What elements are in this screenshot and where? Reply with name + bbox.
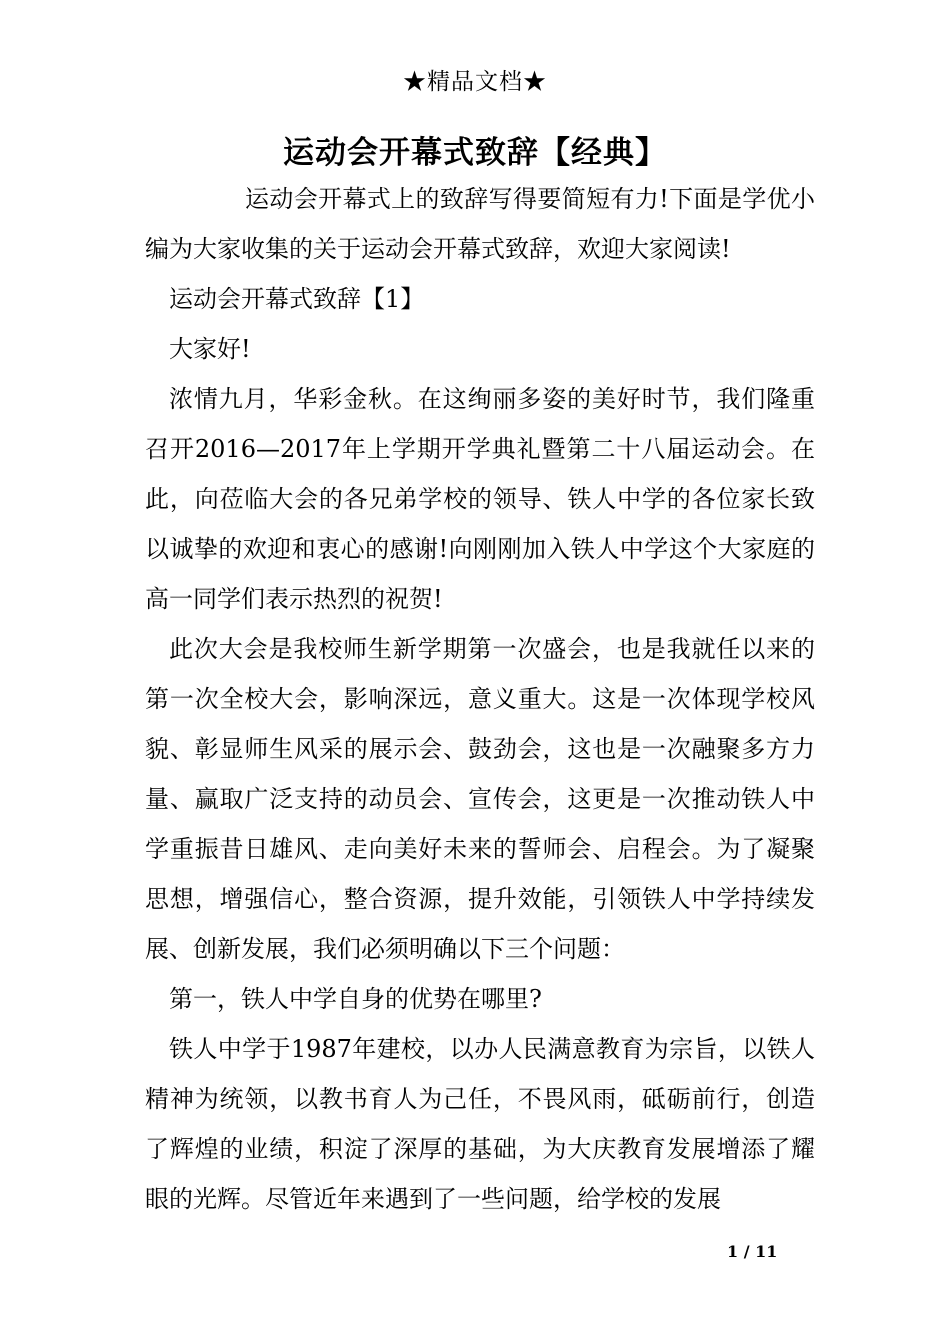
section-heading: 运动会开幕式致辞【1】 [169, 285, 425, 313]
document-title: 运动会开幕式致辞【经典】 [283, 135, 667, 171]
header-mark: ★精品文档★ [403, 69, 547, 95]
greeting-paragraph: 大家好! [169, 335, 251, 363]
body-paragraph: 浓情九月，华彩金秋。在这绚丽多姿的美好时节，我们隆重召开2016—2017年上学期开学典礼暨第二十八届运动会。在此，向莅临大会的各兄弟学校的领导、铁人中学的各位家长致以诚挚的欢迎和衷心的感谢!向刚刚加入铁人中学这个大家庭的高一同学们表示热烈的祝贺! [145, 385, 815, 613]
page-number: 1 / 11 [727, 1242, 778, 1261]
document-body [145, 174, 815, 1224]
intro-paragraph: 运动会开幕式上的致辞写得要简短有力!下面是学优小编为大家收集的关于运动会开幕式致辞，欢迎大家阅读! [145, 185, 815, 263]
body-paragraph: 此次大会是我校师生新学期第一次盛会，也是我就任以来的第一次全校大会，影响深远，意义重大。这是一次体现学校风貌、彰显师生风采的展示会、鼓劲会，这也是一次融聚多方力量、赢取广泛支持的动员会、宣传会，这更是一次推动铁人中学重振昔日雄风、走向美好未来的誓师会、启程会。为了凝聚思想，增强信心，整合资源，提升效能，引领铁人中学持续发展、创新发展，我们必须明确以下三个问题： [145, 635, 815, 963]
question-heading: 第一，铁人中学自身的优势在哪里? [169, 985, 542, 1013]
body-paragraph: 铁人中学于1987年建校，以办人民满意教育为宗旨，以铁人精神为统领，以教书育人为己任，不畏风雨，砥砺前行，创造了辉煌的业绩，积淀了深厚的基础，为大庆教育发展增添了耀眼的光辉。尽管近年来遇到了一些问题，给学校的发展 [145, 1035, 815, 1213]
